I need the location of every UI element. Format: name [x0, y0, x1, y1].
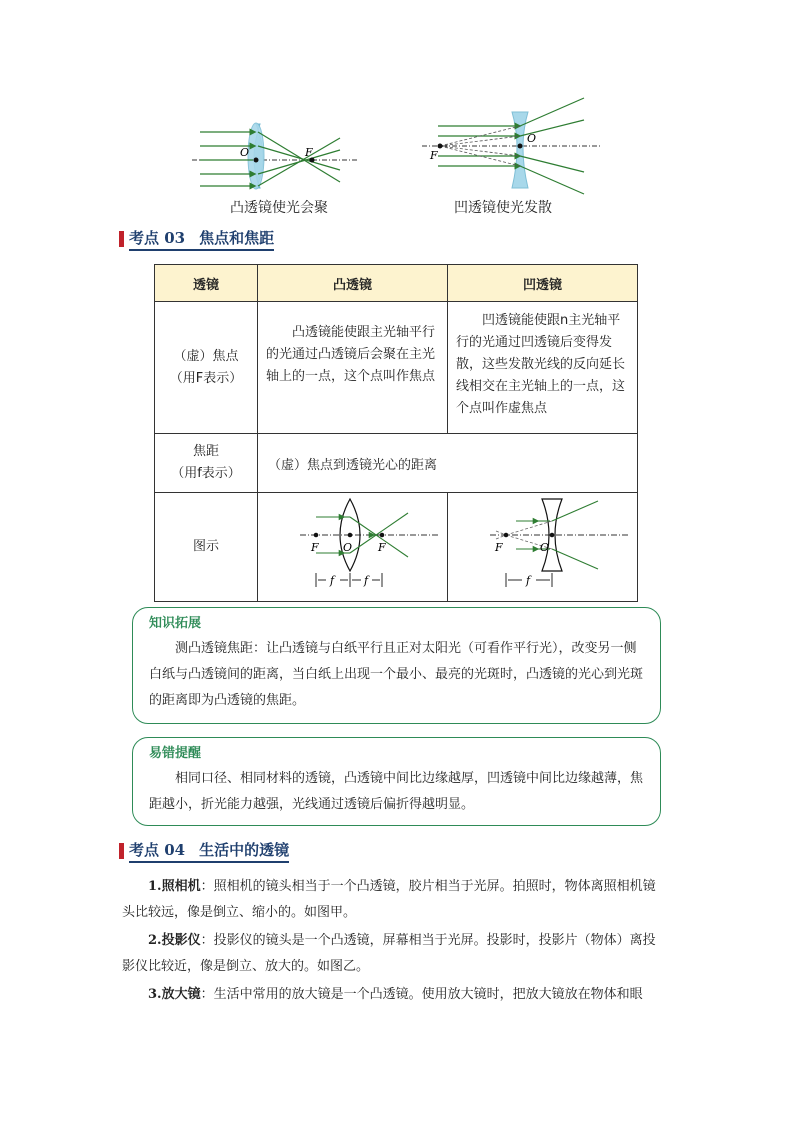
focal-length-mark-3: f — [526, 574, 531, 587]
row-label-focal-length: 焦距 （用f表示） — [155, 434, 258, 493]
convex-diagram-cell — [258, 493, 448, 602]
list-item: 2.投影仪：投影仪的镜头是一个凸透镜，屏幕相当于光屏。投影时，投影片（物体）离投影仪比较近，像是倒立、放大的。如图乙。 — [122, 933, 656, 974]
box-title: 易错提醒 — [149, 746, 202, 761]
section-heading-03 — [119, 228, 274, 250]
label-o2: O — [527, 132, 537, 145]
label-f2: F — [430, 149, 438, 162]
focus-table — [154, 264, 638, 602]
concave-focus-def: 凹透镜能使跟n主光轴平行的光通过凹透镜后变得发散，这些发散光线的反向延长线相交在主光轴上的一点，这个点叫作虚焦点 — [448, 302, 638, 434]
th-concave: 凹透镜 — [448, 265, 638, 302]
table-row — [155, 302, 638, 434]
list-item: 1.照相机：照相机的镜头相当于一个凸透镜，胶片相当于光屏。拍照时，物体离照相机镜头比较远，像是倒立、缩小的。如图甲。 — [122, 879, 656, 920]
label-f: F — [305, 146, 313, 159]
heading-text: 考点 03 焦点和焦距 — [129, 227, 274, 251]
heading-bar — [119, 231, 124, 247]
row-label-diagram: 图示 — [155, 493, 258, 602]
diagram2-label-o: O — [540, 541, 550, 554]
row-label-focus: （虚）焦点 （用F表示） — [155, 302, 258, 434]
label-o: O — [240, 146, 250, 159]
box-body: 相同口径、相同材料的透镜，凸透镜中间比边缘越厚，凹透镜中间比边缘越薄，焦距越小，折光能力越强，光线通过透镜后偏折得越明显。 — [149, 771, 644, 812]
diagram-label-o: O — [343, 541, 353, 554]
convex-converge-figure — [190, 120, 360, 192]
concave-diverge-figure — [420, 96, 604, 196]
table-row — [155, 493, 638, 602]
diagram-label-f-left: F — [311, 541, 319, 554]
convex-focus-def: 凸透镜能使跟主光轴平行的光通过凸透镜后会聚在主光轴上的一点，这个点叫作焦点 — [258, 302, 448, 434]
concave-lens-diagram — [448, 493, 637, 597]
heading-bar — [119, 843, 124, 859]
th-lens: 透镜 — [155, 265, 258, 302]
diagram2-label-f: F — [495, 541, 503, 554]
knowledge-extension-box — [132, 607, 661, 724]
table-row — [155, 434, 638, 493]
convex-lens-diagram — [258, 493, 447, 597]
heading-text: 考点 04 生活中的透镜 — [129, 839, 289, 863]
focal-length-mark-1: f — [330, 574, 335, 587]
focal-length-mark-2: f — [364, 574, 369, 587]
box-title: 知识拓展 — [149, 616, 202, 631]
table-header-row — [155, 265, 638, 302]
convex-caption: 凸透镜使光会聚 — [230, 200, 328, 216]
diagram-label-f-right: F — [378, 541, 386, 554]
list-item: 3.放大镜：生活中常用的放大镜是一个凸透镜。使用放大镜时，把放大镜放在物体和眼 — [148, 987, 643, 1002]
common-mistake-box — [132, 737, 661, 826]
concave-caption: 凹透镜使光发散 — [454, 200, 552, 216]
th-convex: 凸透镜 — [258, 265, 448, 302]
concave-diagram-cell — [448, 493, 638, 602]
box-body: 测凸透镜焦距：让凸透镜与白纸平行且正对太阳光（可看作平行光），改变另一侧白纸与凸透镜间的距离，当白纸上出现一个最小、最亮的光斑时，凸透镜的光心到光斑的距离即为凸透镜的焦距。 — [149, 641, 644, 708]
focal-length-def: （虚）焦点到透镜光心的距离 — [258, 434, 638, 493]
section-heading-04 — [119, 840, 289, 862]
